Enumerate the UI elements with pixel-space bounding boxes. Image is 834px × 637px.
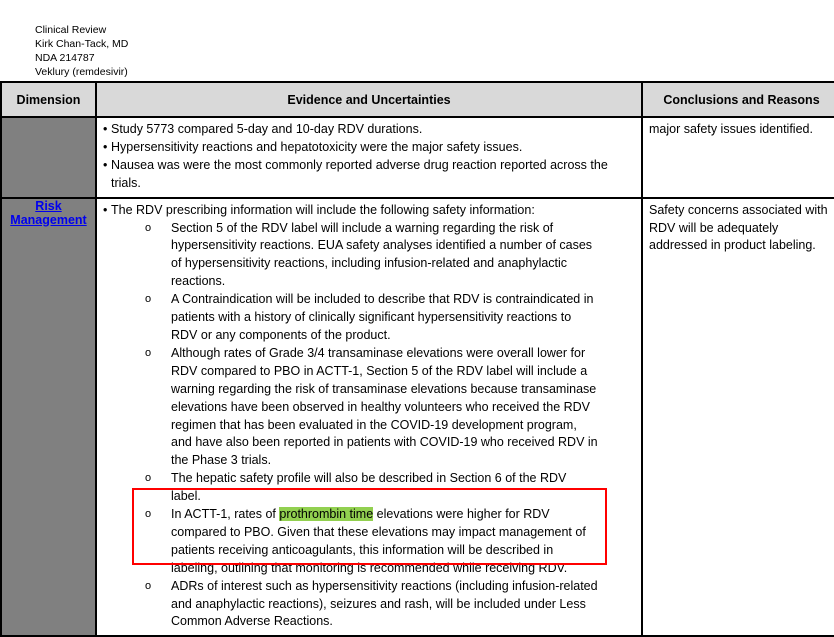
list-item [103, 202, 633, 220]
table-header-row [1, 82, 834, 117]
evidence-cell [96, 117, 642, 198]
sub-bullet-marker: o [145, 579, 152, 592]
column-header-conclusions: Conclusions and Reasons [642, 82, 834, 117]
sub-list-item [103, 578, 633, 632]
conclusion-cell [642, 117, 834, 198]
sub-bullet-marker: o [145, 221, 152, 234]
evidence-text: Although rates of Grade 3/4 transaminase elevations were overall lower for RDV compared to PBO in ACTT-1, Section 5 of the RDV label will include a warning regarding the risk of transaminase elevations because transaminase elevations have been observed in healthy volunteers who received the RDV regimen that has been evaluated in the COVID-19 development program, and have also been reported in patients with COVID-19 who received RDV in the Phase 3 trials. [171, 345, 598, 468]
header-drug: Veklury (remdesivir) [35, 66, 128, 78]
conclusion-text: major safety issues identified. [649, 122, 813, 136]
sub-bullet-marker: o [145, 508, 152, 521]
sub-bullet-marker: o [145, 293, 152, 306]
highlighted-term: prothrombin time [279, 507, 374, 522]
evidence-text: ADRs of interest such as hypersensitivity reactions (including infusion-related and anaphylactic reactions), seizures and rash, will be included under Less Common Adverse Reactions. [171, 578, 598, 629]
header-nda: NDA 214787 [35, 52, 95, 64]
bullet-marker: • [103, 139, 108, 154]
column-header-evidence: Evidence and Uncertainties [96, 82, 642, 117]
bullet-marker: • [103, 202, 108, 217]
header-title: Clinical Review [35, 24, 107, 36]
conclusion-text: Safety concerns associated with RDV will be adequately addressed in product labeling. [649, 202, 828, 253]
list-item [103, 121, 633, 139]
column-header-dimension: Dimension [1, 82, 96, 117]
sub-bullet-marker: o [145, 472, 152, 485]
risk-management-link[interactable]: Risk Management [10, 198, 87, 227]
evidence-text: The hepatic safety profile will also be described in Section 6 of the RDV label. [171, 471, 567, 504]
evidence-text: Section 5 of the RDV label will include a warning regarding the risk of hypersensitivity reactions. EUA safety analyses identified a number of cases of hypersensitivity reactions, including infusion-related and anaphylactic reactions. [171, 220, 593, 289]
evidence-text: A Contraindication will be included to describe that RDV is contraindicated in patients with a history of clinically significant hypersensitivity reactions to RDV or any components of the product. [171, 292, 594, 342]
dimension-cell [1, 117, 96, 198]
header-author: Kirk Chan-Tack, MD [35, 38, 129, 50]
evidence-intro: The RDV prescribing information will include the following safety information: [111, 202, 535, 217]
list-item [103, 157, 633, 193]
conclusion-cell [642, 198, 834, 637]
evidence-text: Nausea was were the most commonly reported adverse drug reaction reported across the trials. [111, 157, 608, 190]
highlight-prefix: In ACTT-1, rates of [171, 507, 280, 522]
evidence-text [171, 506, 599, 578]
dimension-cell [1, 198, 96, 637]
list-item [103, 139, 633, 157]
evidence-text: Hypersensitivity reactions and hepatotoxicity were the major safety issues. [111, 139, 523, 154]
bullet-marker: • [103, 157, 108, 172]
benefit-risk-table [0, 81, 834, 637]
sub-list-item [103, 345, 633, 470]
bullet-marker: • [103, 122, 108, 136]
table-row [1, 198, 834, 637]
sub-list-item [103, 470, 633, 506]
sub-list-item-highlighted [103, 506, 633, 578]
table-row [1, 117, 834, 198]
document-header [35, 23, 128, 79]
sub-list-item [103, 291, 633, 345]
sub-list-item [103, 220, 633, 292]
evidence-cell [96, 198, 642, 637]
sub-bullet-marker: o [145, 346, 152, 359]
evidence-text: Study 5773 compared 5-day and 10-day RDV durations. [111, 122, 423, 136]
highlight-suffix: elevations were higher for RDV compared to PBO. Given that these elevations may impact management of patients receiving anticoagulants, this information will be described in labeling, outlining that monitoring is recommended while receiving RDV. [171, 507, 586, 575]
